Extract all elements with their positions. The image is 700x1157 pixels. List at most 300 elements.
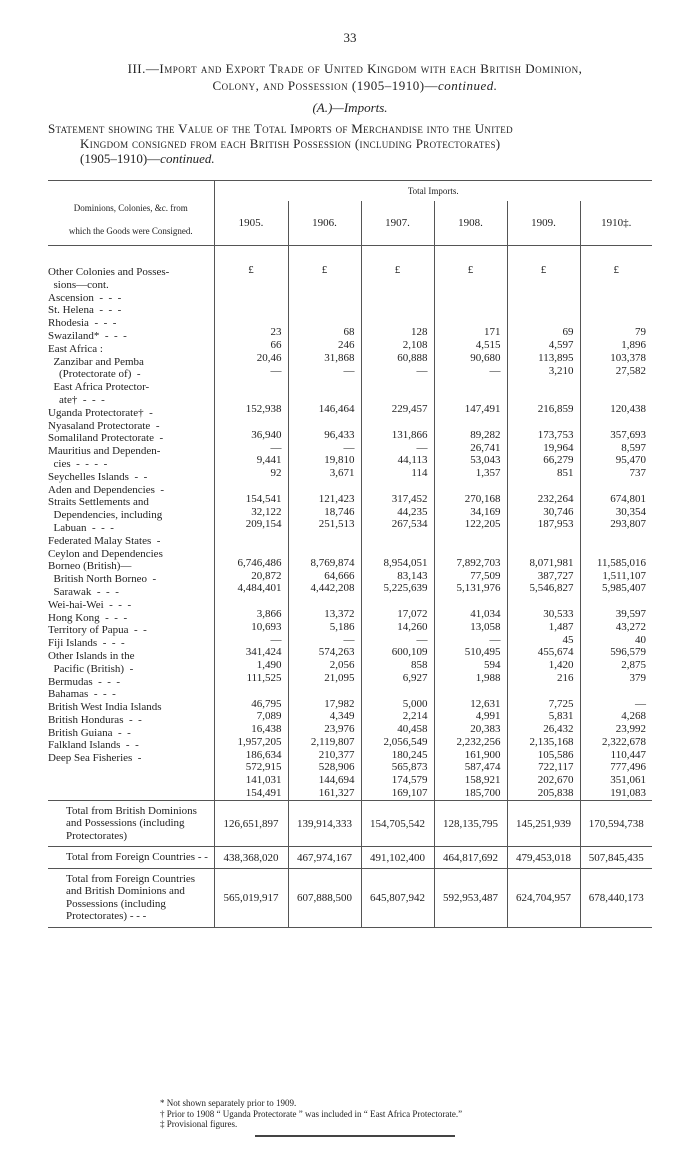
total-value: 126,651,897: [214, 800, 288, 847]
total-row: [48, 800, 652, 847]
table-cell: 17,982: [324, 697, 355, 710]
table-cell: [508, 416, 574, 429]
table-cell: 147,491: [464, 403, 501, 416]
table-cell: 9,441: [256, 454, 282, 467]
table-cell: 3,866: [256, 607, 282, 620]
table-cell: 229,457: [391, 403, 428, 416]
country-name: British West India Islands: [48, 701, 162, 714]
table-cell: 40: [635, 633, 646, 646]
table-cell: 1,420: [548, 659, 574, 672]
table-cell: [362, 595, 428, 608]
table-cell: [362, 685, 428, 698]
table-cell: [215, 595, 282, 608]
table-cell: 210,377: [318, 748, 355, 761]
table-cell: 13,372: [324, 607, 355, 620]
total-row: [48, 868, 652, 927]
table-cell: 40,458: [397, 723, 428, 736]
table-cell: 161,900: [464, 748, 501, 761]
table-cell: 777,496: [610, 761, 646, 774]
table-cell: 14,260: [397, 620, 428, 633]
country-name: cies - - - -: [48, 457, 108, 470]
title-line-1: III.—Import and Export Trade of United Kingdom with each British Dominion,: [127, 61, 583, 76]
table-cell: [215, 531, 282, 544]
footnote: † Prior to 1908 “ Uganda Protectorate ” was included in “ East Africa Protectorate.”: [160, 1108, 463, 1119]
table-cell: [508, 390, 574, 403]
table-cell: 187,953: [537, 518, 574, 531]
table-cell: [435, 378, 501, 391]
table-cell: 105,586: [537, 748, 574, 761]
table-cell: [362, 378, 428, 391]
table-cell: 246: [338, 339, 355, 352]
table-cell: 111,525: [246, 671, 282, 684]
table-cell: [581, 531, 647, 544]
table-cell: 141,031: [245, 774, 282, 787]
table-cell: 351,061: [610, 774, 646, 787]
table-cell: 69: [562, 326, 574, 339]
country-name: Sarawak - - -: [48, 585, 119, 598]
table-cell: [435, 390, 501, 403]
table-cell: —: [489, 364, 501, 377]
table-cell: [508, 531, 574, 544]
table-cell: [581, 416, 647, 429]
table-cell: 1,511,107: [602, 569, 646, 582]
currency-symbol: £: [467, 264, 474, 276]
table-cell: 96,433: [324, 428, 355, 441]
table-cell: —: [416, 633, 428, 646]
table-cell: 4,484,401: [237, 582, 282, 595]
table-cell: 171: [484, 326, 501, 339]
table-cell: [289, 390, 355, 403]
table-cell: 92: [270, 467, 282, 480]
total-value: 464,817,692: [434, 847, 507, 869]
table-cell: —: [416, 441, 428, 454]
table-cell: 596,579: [610, 646, 646, 659]
country-column: [48, 246, 214, 801]
table-cell: 31,868: [324, 351, 355, 364]
table-cell: [362, 416, 428, 429]
total-label: Total from Foreign Countries - -: [66, 851, 208, 864]
table-cell: [435, 544, 501, 557]
table-cell: 216,859: [537, 403, 574, 416]
row-header-label-1: Dominions, Colonies, &c. from: [73, 203, 188, 213]
table-cell: 20,46: [256, 351, 282, 364]
country-name: East Africa :: [48, 342, 103, 355]
table-cell: —: [270, 364, 282, 377]
bottom-rule: [255, 1135, 455, 1137]
table-cell: 144,694: [318, 774, 355, 787]
table-cell: [581, 685, 647, 698]
country-name: Pacific (British) -: [48, 662, 134, 675]
table-cell: 66,279: [543, 454, 574, 467]
table-cell: [435, 416, 501, 429]
table-cell: 17,072: [397, 607, 428, 620]
currency-symbol: £: [321, 264, 328, 276]
table-cell: 43,272: [615, 620, 646, 633]
table-cell: [435, 595, 501, 608]
country-name: Hong Kong - - -: [48, 611, 128, 624]
table-cell: 209,154: [245, 518, 282, 531]
table-cell: 293,807: [610, 518, 646, 531]
table-cell: 19,964: [543, 441, 574, 454]
total-value: 170,594,738: [580, 800, 652, 847]
table-cell: 64,666: [324, 569, 355, 582]
total-value: 645,807,942: [361, 868, 434, 927]
table-cell: [508, 595, 574, 608]
row-header-label-2: which the Goods were Consigned.: [68, 226, 193, 236]
title-line-2: Colony, and Possession (1905–1910)—: [212, 78, 439, 93]
table-cell: 26,432: [543, 723, 574, 736]
table-cell: 122,205: [464, 518, 501, 531]
table-cell: [435, 480, 501, 493]
table-cell: 8,954,051: [383, 556, 428, 569]
total-value: 479,453,018: [507, 847, 580, 869]
year-header: 1908.: [434, 201, 507, 246]
total-value: 128,135,795: [434, 800, 507, 847]
table-cell: 1,357: [475, 467, 501, 480]
table-cell: 7,725: [548, 697, 574, 710]
table-cell: [581, 544, 647, 557]
table-cell: 4,991: [475, 710, 501, 723]
table-cell: 185,700: [464, 787, 501, 800]
year-header: 1907.: [361, 201, 434, 246]
table-cell: 53,043: [470, 454, 501, 467]
table-cell: 387,727: [537, 569, 574, 582]
table-cell: 2,119,807: [310, 735, 355, 748]
statement-line-3: (1905–1910)—: [80, 151, 161, 166]
table-title: [50, 60, 660, 94]
table-cell: 455,674: [537, 646, 574, 659]
table-cell: 18,746: [324, 505, 355, 518]
country-name: Aden and Dependencies -: [48, 483, 165, 496]
currency-symbol: £: [394, 264, 401, 276]
table-cell: 26,741: [470, 441, 501, 454]
page-number: 33: [343, 30, 357, 45]
table-cell: [215, 314, 282, 327]
table-cell: 19,810: [324, 454, 355, 467]
table-cell: —: [635, 697, 646, 710]
table-cell: 1,490: [256, 659, 282, 672]
table-cell: 113,895: [538, 351, 574, 364]
country-name: Somaliland Protectorate -: [48, 432, 164, 445]
table-cell: —: [270, 633, 282, 646]
table-cell: 169,107: [391, 787, 428, 800]
country-name: Bahamas - - -: [48, 688, 116, 701]
total-value: 607,888,500: [288, 868, 361, 927]
table-cell: 267,534: [391, 518, 428, 531]
table-cell: 574,263: [318, 646, 355, 659]
table-cell: 154,491: [245, 787, 282, 800]
total-value: 678,440,173: [580, 868, 652, 927]
footnote: ‡ Provisional figures.: [160, 1119, 238, 1129]
year-column: [289, 301, 361, 800]
country-name: Other Islands in the: [48, 649, 135, 662]
table-cell: 95,470: [615, 454, 646, 467]
table-cell: —: [343, 633, 355, 646]
table-cell: 23: [270, 326, 282, 339]
country-name: Seychelles Islands - -: [48, 470, 148, 483]
table-cell: 1,988: [475, 671, 501, 684]
table-cell: 21,095: [324, 671, 355, 684]
table-cell: [435, 685, 501, 698]
country-name: Bermudas - - -: [48, 675, 121, 688]
table-cell: 12,631: [470, 697, 501, 710]
total-value: 507,845,435: [580, 847, 652, 869]
country-name: Borneo (British)—: [48, 560, 132, 573]
total-imports-header: Total Imports.: [214, 181, 652, 202]
table-cell: 173,753: [537, 428, 574, 441]
table-cell: 186,634: [245, 748, 282, 761]
currency-symbol: £: [613, 264, 619, 276]
currency-symbol: £: [540, 264, 547, 276]
table-cell: 120,438: [610, 403, 646, 416]
country-name: Rhodesia - - -: [48, 317, 117, 330]
table-cell: 89,282: [470, 428, 501, 441]
total-value: 624,704,957: [507, 868, 580, 927]
table-cell: 851: [557, 467, 574, 480]
table-cell: 45: [562, 633, 574, 646]
table-cell: 46,795: [251, 697, 282, 710]
total-row: [48, 847, 652, 869]
table-cell: 202,670: [537, 774, 574, 787]
table-cell: 2,135,168: [529, 735, 574, 748]
table-cell: 2,232,256: [456, 735, 501, 748]
table-cell: 600,109: [391, 646, 428, 659]
country-name: Nyasaland Protectorate -: [48, 419, 160, 432]
table-cell: 5,546,827: [529, 582, 574, 595]
table-cell: [289, 544, 355, 557]
table-cell: [362, 544, 428, 557]
table-cell: 572,915: [245, 761, 282, 774]
table-cell: 587,474: [464, 761, 501, 774]
table-cell: 83,143: [397, 569, 428, 582]
table-cell: [215, 390, 282, 403]
country-name: Federated Malay States -: [48, 534, 161, 547]
table-cell: 2,322,678: [602, 735, 646, 748]
year-column: [508, 301, 580, 800]
table-cell: [215, 416, 282, 429]
total-value: 565,019,917: [214, 868, 288, 927]
total-value: 145,251,939: [507, 800, 580, 847]
table-cell: 565,873: [391, 761, 428, 774]
table-cell: 146,464: [318, 403, 355, 416]
country-name: Straits Settlements and: [48, 496, 149, 509]
table-cell: [508, 685, 574, 698]
table-cell: 4,268: [621, 710, 646, 723]
table-cell: —: [270, 441, 282, 454]
table-cell: [289, 595, 355, 608]
table-cell: [435, 314, 501, 327]
table-cell: 154,541: [245, 492, 282, 505]
table-cell: [289, 685, 355, 698]
country-name: sions—cont.: [48, 278, 109, 291]
table-cell: 27,582: [615, 364, 646, 377]
table-cell: 5,000: [402, 697, 428, 710]
year-header: 1906.: [288, 201, 361, 246]
table-cell: 66: [270, 339, 282, 352]
table-cell: [581, 378, 647, 391]
table-cell: 44,113: [397, 454, 428, 467]
country-name: Wei-hai-Wei - - -: [48, 598, 132, 611]
year-header: 1910‡.: [580, 201, 652, 246]
year-header: 1909.: [507, 201, 580, 246]
country-name: Labuan - - -: [48, 521, 114, 534]
table-cell: 858: [411, 659, 428, 672]
table-cell: 4,597: [548, 339, 574, 352]
country-name: Swaziland* - - -: [48, 329, 127, 342]
table-cell: [215, 480, 282, 493]
table-cell: 1,896: [621, 339, 646, 352]
table-cell: [215, 301, 282, 314]
table-cell: 594: [484, 659, 501, 672]
country-name: St. Helena - - -: [48, 304, 122, 317]
year-column: [215, 301, 288, 800]
total-value: 438,368,020: [214, 847, 288, 869]
table-cell: [581, 314, 647, 327]
table-cell: 5,131,976: [456, 582, 501, 595]
table-cell: 103,378: [610, 351, 646, 364]
table-cell: 90,680: [470, 351, 501, 364]
table-cell: [508, 544, 574, 557]
table-cell: 131,866: [391, 428, 428, 441]
section-subtitle: (A.)—Imports.: [312, 100, 388, 115]
country-name: East Africa Protector-: [48, 381, 150, 394]
table-cell: [215, 378, 282, 391]
table-cell: 110,447: [610, 748, 646, 761]
table-cell: 8,071,981: [529, 556, 574, 569]
table-cell: 7,089: [256, 710, 282, 723]
table-cell: 270,168: [464, 492, 501, 505]
table-cell: —: [343, 364, 355, 377]
table-cell: [508, 314, 574, 327]
table-cell: [508, 378, 574, 391]
statement-heading: [48, 121, 648, 166]
table-cell: 2,214: [402, 710, 428, 723]
table-cell: 68: [343, 326, 355, 339]
country-name: Mauritius and Dependen-: [48, 445, 161, 458]
table-cell: [289, 480, 355, 493]
table-cell: 232,264: [537, 492, 574, 505]
table-cell: 16,438: [251, 723, 282, 736]
table-cell: 161,327: [318, 787, 355, 800]
table-cell: [215, 685, 282, 698]
total-value: 139,914,333: [288, 800, 361, 847]
table-cell: [362, 531, 428, 544]
table-cell: 8,597: [621, 441, 646, 454]
table-cell: 79: [635, 326, 646, 339]
table-cell: 5,225,639: [383, 582, 428, 595]
table-cell: 174,579: [391, 774, 428, 787]
country-name: (Protectorate of) -: [48, 368, 141, 381]
table-cell: —: [416, 364, 428, 377]
table-cell: [435, 531, 501, 544]
total-label: Total from British Dominions and Possessions (including Protectorates): [66, 804, 197, 842]
table-cell: [362, 390, 428, 403]
table-cell: 5,831: [548, 710, 574, 723]
country-name: Deep Sea Fisheries -: [48, 752, 142, 765]
table-cell: [581, 480, 647, 493]
table-cell: [289, 531, 355, 544]
footnote: * Not shown separately prior to 1909.: [160, 1098, 297, 1108]
table-cell: 30,533: [543, 607, 574, 620]
table-cell: 41,034: [470, 607, 501, 620]
table-cell: 6,746,486: [237, 556, 282, 569]
table-cell: 5,985,407: [602, 582, 646, 595]
table-cell: —: [489, 633, 501, 646]
year-header: 1905.: [214, 201, 288, 246]
table-cell: 3,210: [548, 364, 574, 377]
table-cell: 13,058: [470, 620, 501, 633]
table-cell: 20,383: [470, 723, 501, 736]
year-column: [362, 301, 434, 800]
country-name: British Guiana - -: [48, 726, 131, 739]
table-cell: [289, 301, 355, 314]
table-cell: 5,186: [329, 620, 355, 633]
country-name: ate† - - -: [48, 393, 105, 406]
table-cell: 4,349: [329, 710, 355, 723]
table-cell: 722,117: [538, 761, 574, 774]
country-name: British Honduras - -: [48, 713, 142, 726]
table-cell: 8,769,874: [310, 556, 355, 569]
statement-line-1: Statement showing the Value of the Total Imports of Merchandise into the United: [48, 121, 513, 136]
table-cell: [362, 301, 428, 314]
year-column: [581, 301, 653, 800]
total-value: 592,953,487: [434, 868, 507, 927]
country-name: Zanzibar and Pemba: [48, 355, 144, 368]
table-cell: 7,892,703: [456, 556, 501, 569]
title-continued: continued.: [438, 78, 498, 93]
table-cell: 158,921: [464, 774, 501, 787]
table-cell: 357,693: [610, 428, 646, 441]
table-cell: 317,452: [391, 492, 428, 505]
table-cell: 341,424: [245, 646, 282, 659]
country-name: Ceylon and Dependencies: [48, 547, 163, 560]
table-cell: 32,122: [251, 505, 282, 518]
country-name: British North Borneo -: [48, 573, 157, 586]
table-cell: 128: [411, 326, 428, 339]
table-cell: 251,513: [318, 518, 355, 531]
imports-table: [48, 180, 652, 928]
country-name: Dependencies, including: [48, 509, 163, 522]
total-value: 491,102,400: [361, 847, 434, 869]
total-value: 154,705,542: [361, 800, 434, 847]
table-cell: [581, 301, 647, 314]
table-cell: 1,487: [548, 620, 574, 633]
table-cell: [581, 595, 647, 608]
country-name: Falkland Islands - -: [48, 739, 139, 752]
table-cell: 2,056,549: [383, 735, 428, 748]
table-cell: 23,992: [615, 723, 646, 736]
currency-symbol: £: [248, 264, 254, 276]
country-name: Territory of Papua - -: [48, 624, 147, 637]
country-name: Other Colonies and Posses-: [48, 266, 170, 278]
table-cell: 180,245: [391, 748, 428, 761]
table-cell: 30,354: [615, 505, 646, 518]
table-cell: 44,235: [397, 505, 428, 518]
table-cell: 6,927: [402, 671, 428, 684]
table-cell: [289, 314, 355, 327]
table-cell: 191,083: [610, 787, 646, 800]
table-cell: 60,888: [397, 351, 428, 364]
table-cell: 34,169: [470, 505, 501, 518]
table-cell: 10,693: [251, 620, 282, 633]
footnotes: [160, 1098, 462, 1130]
total-value: 467,974,167: [288, 847, 361, 869]
table-cell: 1,957,205: [237, 735, 282, 748]
table-cell: 2,108: [402, 339, 428, 352]
table-cell: 152,938: [245, 403, 282, 416]
table-cell: 77,509: [470, 569, 501, 582]
table-cell: [362, 480, 428, 493]
